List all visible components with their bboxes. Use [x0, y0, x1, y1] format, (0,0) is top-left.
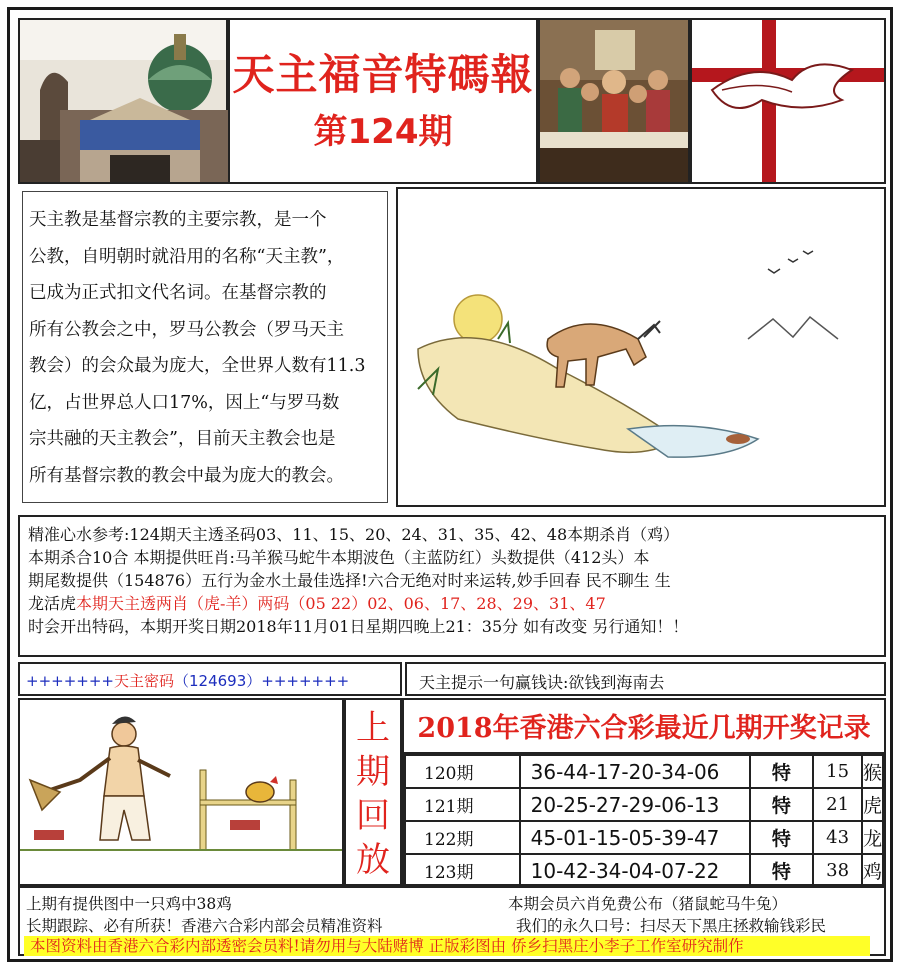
footer-note-right-1: 本期会员六肖免费公布（猪鼠蛇马牛兔）: [508, 895, 788, 913]
secret-code-bar: [18, 662, 402, 696]
last-issue-review-label: [344, 698, 402, 886]
footer-note-left-2: 长期跟踪、必有所获！香港六合彩内部会员精准资料: [26, 917, 383, 935]
footer: [18, 886, 886, 956]
table-row: [405, 854, 883, 887]
notice-line: 期尾数提供（154876）五行为金水土最佳选择!六合无绝对时来运转,妙手回春 民不聊生 生: [28, 571, 671, 590]
special-number-cell: 43: [813, 821, 862, 854]
intro-line: 教会）的会众最为庞大，全世界人数有11.3: [29, 356, 366, 376]
draw-records: [402, 698, 886, 886]
sweeping-man-illustration: [18, 698, 344, 886]
special-number-cell: 15: [813, 755, 862, 788]
table-row: [405, 755, 883, 788]
footer-note-left-1: 上期有提供图中一只鸡中38鸡: [26, 895, 232, 913]
zodiac-cell: 龙: [862, 821, 883, 854]
review-char: 期: [356, 752, 390, 792]
intro-article: [18, 187, 393, 507]
table-row: [405, 788, 883, 821]
numbers-cell: 20-25-27-29-06-13: [520, 788, 750, 821]
notice-line: [28, 592, 876, 615]
cathedral-image: [18, 18, 228, 184]
newspaper-title: 天主福音特碼報: [232, 50, 534, 99]
notice-line: 精准心水参考:124期天主透圣码03、11、15、20、24、31、35、42、48本期杀肖（鸡）: [28, 525, 680, 544]
issue-number: 第124期: [313, 112, 453, 152]
secret-code-label: 天主密码: [113, 672, 174, 690]
special-number-cell: 21: [813, 788, 862, 821]
special-label-cell: 特: [750, 788, 814, 821]
records-title: 2018年香港六合彩最近几期开奖记录: [404, 706, 884, 754]
issue-cell: 120期: [405, 755, 520, 788]
zodiac-cell: 猴: [862, 755, 883, 788]
notice-line: 本期杀合10合 本期提供旺肖:马羊猴马蛇牛本期波色（主蓝防红）头数提供（412头）本: [28, 548, 650, 567]
special-label-cell: 特: [750, 854, 814, 887]
footer-note-right-2: 我们的永久口号：扫尽天下黑庄拯救输钱彩民: [516, 917, 827, 935]
intro-line: 所有基督宗教的教会中最为庞大的教会。: [29, 465, 344, 486]
title-panel: [228, 18, 538, 184]
intro-line: 亿，占世界总人口17%，因上“与罗马数: [29, 392, 340, 413]
plus-decoration: +++++++: [261, 672, 350, 690]
notice-line: 时会开出特码，本期开奖日期2018年11月01日星期四晚上21：35分 如有改变 另行通知！！: [28, 617, 689, 636]
intro-line: 公教，自明朝时就沿用的名称“天主教”，: [29, 246, 345, 267]
issue-cell: 121期: [405, 788, 520, 821]
hint-text: 天主提示一句赢钱诀:欲钱到海南去: [419, 673, 665, 692]
last-supper-image: [538, 18, 690, 184]
numbers-cell: 10-42-34-04-07-22: [520, 854, 750, 887]
issue-cell: 122期: [405, 821, 520, 854]
intro-line: 已成为正式扣文代名词。在基督宗教的: [29, 283, 327, 303]
special-label-cell: 特: [750, 755, 814, 788]
cross-dove-image: [690, 18, 886, 184]
intro-line: 天主教是基督宗教的主要宗教，是一个: [29, 210, 327, 230]
notice-line-prefix: 龙活虎: [28, 594, 77, 613]
review-char: 回: [356, 796, 390, 836]
numbers-cell: 45-01-15-05-39-47: [520, 821, 750, 854]
review-char: 上: [356, 708, 390, 748]
table-row: [405, 821, 883, 854]
secret-code-value: （124693）: [174, 672, 262, 690]
special-number-cell: 38: [813, 854, 862, 887]
special-label-cell: 特: [750, 821, 814, 854]
notice-highlight: 本期天主透两肖（虎-羊）两码（05 22）02、06、17、28、29、31、47: [76, 594, 606, 613]
footer-banner: 本图资料由香港六合彩内部透密会员料!请勿用与大陆赌博 正版彩图由 侨乡扫黑庄小李子工作室研究制作: [24, 936, 870, 956]
records-table: [404, 754, 884, 888]
issue-cell: 123期: [405, 854, 520, 887]
numbers-cell: 36-44-17-20-34-06: [520, 755, 750, 788]
intro-line: 宗共融的天主教会”，目前天主教会也是: [29, 429, 336, 449]
hint-bar: [405, 662, 886, 696]
prediction-notice: [18, 515, 886, 657]
plus-decoration: +++++++: [26, 672, 114, 690]
goat-illustration: [396, 187, 886, 507]
zodiac-cell: 鸡: [862, 854, 883, 887]
intro-line: 所有公教会之中，罗马公教会（罗马天主: [29, 319, 344, 340]
newspaper-page: [7, 7, 893, 962]
zodiac-cell: 虎: [862, 788, 883, 821]
review-char: 放: [356, 840, 390, 880]
